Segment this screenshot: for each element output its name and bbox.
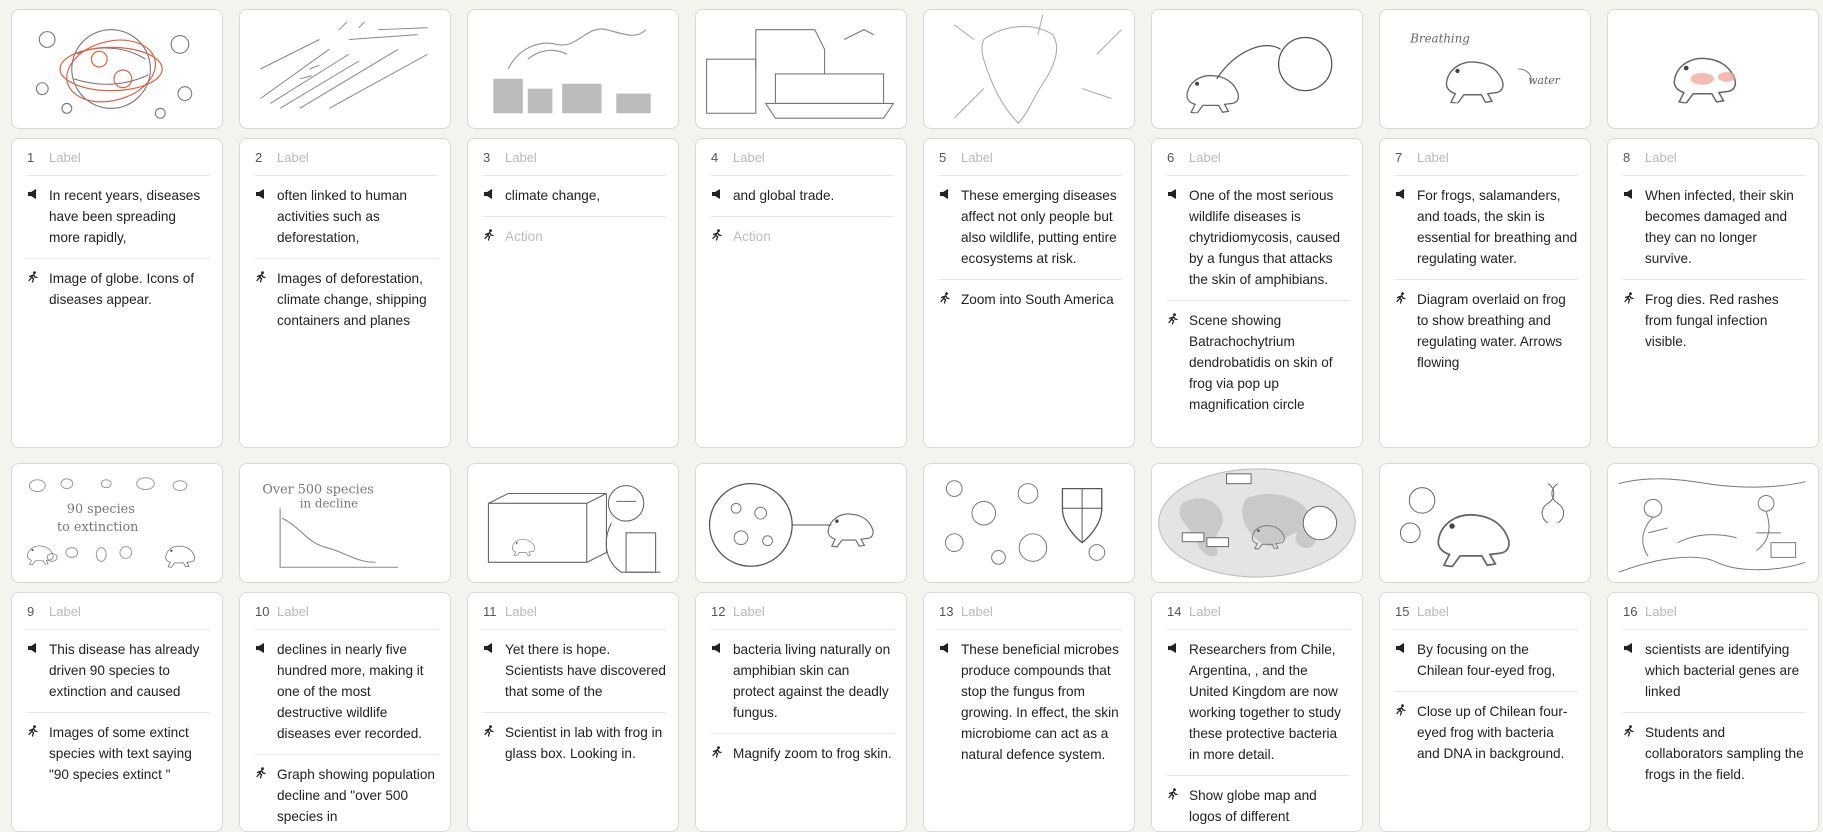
label-field[interactable]: Label — [1189, 149, 1221, 165]
panel-3[interactable] — [467, 138, 679, 448]
running-person-icon — [1623, 289, 1645, 352]
label-field[interactable]: Label — [733, 603, 765, 619]
panel-number: 14 — [1167, 603, 1182, 619]
action-placeholder[interactable]: Action — [733, 229, 771, 244]
narration-text[interactable]: Researchers from Chile, Argentina, , and the United Kingdom are now working together to study these protective bacteria in more detail. — [1189, 642, 1341, 762]
label-field[interactable]: Label — [277, 149, 309, 165]
speaker-icon — [1167, 639, 1189, 765]
panel-number: 2 — [255, 149, 263, 165]
sketch-frog-magnification[interactable] — [1151, 9, 1363, 129]
panel-number: 9 — [27, 603, 35, 619]
action-text[interactable]: Scene showing Batrachochytrium dendrobatidis on skin of frog via pop up magnification circle — [1189, 313, 1333, 412]
panel-14[interactable] — [1151, 592, 1363, 832]
narration-text[interactable]: In recent years, diseases have been spreading more rapidly, — [49, 188, 201, 245]
sketch-scientist-lab[interactable] — [467, 463, 679, 583]
label-field[interactable]: Label — [1189, 603, 1221, 619]
narration-text[interactable]: By focusing on the Chilean four-eyed frog, — [1417, 642, 1556, 678]
sketch-magnify-frog-skin[interactable] — [695, 463, 907, 583]
panel-16[interactable] — [1607, 592, 1819, 832]
speaker-icon — [711, 185, 733, 206]
action-text[interactable]: Close up of Chilean four-eyed frog with bacteria and DNA in background. — [1417, 704, 1568, 761]
panel-6[interactable] — [1151, 138, 1363, 448]
sketch-90-species[interactable] — [11, 463, 223, 583]
running-person-icon — [1623, 722, 1645, 785]
panel-2[interactable] — [239, 138, 451, 448]
narration-text[interactable]: scientists are identifying which bacterial genes are linked — [1645, 642, 1800, 699]
sketch-zoom-south-america[interactable] — [923, 9, 1135, 129]
speaker-icon — [939, 639, 961, 765]
narration-text[interactable]: often linked to human activities such as deforestation, — [277, 188, 407, 245]
panel-4[interactable] — [695, 138, 907, 448]
running-person-icon — [1167, 785, 1189, 827]
label-field[interactable]: Label — [1417, 603, 1449, 619]
narration-text[interactable]: This disease has already driven 90 species to extinction and caused — [49, 642, 200, 699]
panel-15[interactable] — [1379, 592, 1591, 832]
sketch-population-decline-graph[interactable] — [239, 463, 451, 583]
action-text[interactable]: Diagram overlaid on frog to show breathing and regulating water. Arrows flowing — [1417, 292, 1566, 370]
panel-number: 11 — [483, 603, 497, 619]
panel-7[interactable] — [1379, 138, 1591, 448]
sketch-chilean-four-eyed-frog[interactable] — [1379, 463, 1591, 583]
action-text[interactable]: Zoom into South America — [961, 292, 1114, 307]
narration-text[interactable]: and global trade. — [733, 188, 835, 203]
label-field[interactable]: Label — [505, 149, 537, 165]
speaker-icon — [483, 639, 505, 702]
running-person-icon — [711, 226, 733, 247]
label-field[interactable]: Label — [505, 603, 537, 619]
narration-text[interactable]: These beneficial microbes produce compounds that stop the fungus from growing. In effect, the skin microbiome can act as a natural defence system. — [961, 642, 1119, 762]
speaker-icon — [939, 185, 961, 269]
panel-number: 10 — [255, 603, 270, 619]
speaker-icon — [27, 639, 49, 702]
speaker-icon — [483, 185, 505, 206]
speaker-icon — [1623, 639, 1645, 702]
sketch-global-trade[interactable] — [695, 9, 907, 129]
action-text[interactable]: Graph showing population decline and "over 500 species in — [277, 767, 435, 824]
speaker-icon — [1167, 185, 1189, 290]
action-text[interactable]: Show globe map and logos of different — [1189, 788, 1317, 824]
label-field[interactable]: Label — [49, 603, 81, 619]
narration-text[interactable]: One of the most serious wildlife diseases is chytridiomycosis, caused by a fungus that attacks the skin of amphibians. — [1189, 188, 1341, 287]
label-field[interactable]: Label — [1645, 603, 1677, 619]
speaker-icon — [255, 639, 277, 744]
panel-number: 7 — [1395, 149, 1403, 165]
action-text[interactable]: Scientist in lab with frog in glass box. Looking in. — [505, 725, 663, 761]
speaker-icon — [1395, 639, 1417, 681]
panel-5[interactable] — [923, 138, 1135, 448]
water-label: water — [1528, 73, 1560, 87]
breathing-label: Breathing — [1410, 31, 1470, 46]
sketch-globe-diseases[interactable] — [11, 9, 223, 129]
panel-number: 1 — [27, 149, 35, 165]
panel-number: 5 — [939, 149, 947, 165]
panel-1[interactable] — [11, 138, 223, 448]
action-text[interactable]: Image of globe. Icons of diseases appear. — [49, 271, 195, 307]
sketch-climate-change[interactable] — [467, 9, 679, 129]
over-500-line1: Over 500 species — [262, 482, 374, 498]
running-person-icon — [711, 743, 733, 764]
action-text[interactable]: Students and collaborators sampling the frogs in the field. — [1645, 725, 1804, 782]
panel-number: 3 — [483, 149, 491, 165]
narration-text[interactable]: These emerging diseases affect not only people but also wildlife, putting entire ecosystems at risk. — [961, 188, 1117, 266]
narration-text[interactable]: Yet there is hope. Scientists have discovered that some of the — [505, 642, 666, 699]
label-field[interactable]: Label — [49, 149, 81, 165]
speaker-icon — [27, 185, 49, 248]
narration-text[interactable]: declines in nearly five hundred more, making it one of the most destructive wildlife diseases ever recorded. — [277, 642, 424, 741]
sketch-deforestation[interactable] — [239, 9, 451, 129]
species-extinct-line1: 90 species — [66, 502, 135, 518]
sketch-frog-breathing[interactable] — [1379, 9, 1591, 129]
action-text[interactable]: Frog dies. Red rashes from fungal infection visible. — [1645, 292, 1779, 349]
sketch-frog-infected[interactable] — [1607, 9, 1819, 129]
panel-number: 6 — [1167, 149, 1175, 165]
panel-13[interactable] — [923, 592, 1135, 832]
running-person-icon — [255, 764, 277, 827]
speaker-icon — [255, 185, 277, 248]
sketch-microbes-shield[interactable] — [923, 463, 1135, 583]
sketch-field-sampling[interactable] — [1607, 463, 1819, 583]
panel-number: 13 — [939, 603, 954, 619]
label-field[interactable]: Label — [277, 603, 309, 619]
speaker-icon — [711, 639, 733, 723]
label-field[interactable]: Label — [961, 149, 993, 165]
panel-10[interactable] — [239, 592, 451, 832]
action-text[interactable]: Magnify zoom to frog skin. — [733, 746, 892, 761]
running-person-icon — [483, 226, 505, 247]
narration-text[interactable]: For frogs, salamanders, and toads, the skin is essential for breathing and regulating water. — [1417, 188, 1578, 266]
species-extinct-line2: to extinction — [57, 519, 139, 535]
running-person-icon — [939, 289, 961, 310]
running-person-icon — [1167, 310, 1189, 415]
panel-number: 12 — [711, 603, 726, 619]
panel-number: 8 — [1623, 149, 1631, 165]
action-placeholder[interactable]: Action — [505, 229, 543, 244]
running-person-icon — [1395, 701, 1417, 764]
label-field[interactable]: Label — [961, 603, 993, 619]
panel-9[interactable] — [11, 592, 223, 832]
speaker-icon — [1395, 185, 1417, 269]
narration-text[interactable]: When infected, their skin becomes damaged and they can no longer survive. — [1645, 188, 1794, 266]
sketch-globe-map[interactable] — [1151, 463, 1363, 583]
running-person-icon — [27, 722, 49, 785]
panel-number: 4 — [711, 149, 719, 165]
running-person-icon — [255, 268, 277, 331]
running-person-icon — [483, 722, 505, 764]
panel-8[interactable] — [1607, 138, 1819, 448]
panel-12[interactable] — [695, 592, 907, 832]
narration-text[interactable]: climate change, — [505, 188, 601, 203]
label-field[interactable]: Label — [1645, 149, 1677, 165]
panel-number: 16 — [1623, 603, 1638, 619]
action-text[interactable]: Images of some extinct species with text saying "90 species extinct " — [49, 725, 192, 782]
label-field[interactable]: Label — [733, 149, 765, 165]
action-text[interactable]: Images of deforestation, climate change, shipping containers and planes — [277, 271, 427, 328]
speaker-icon — [1623, 185, 1645, 269]
over-500-line2: in decline — [299, 496, 359, 511]
running-person-icon — [27, 268, 49, 310]
label-field[interactable]: Label — [1417, 149, 1449, 165]
panel-11[interactable] — [467, 592, 679, 832]
running-person-icon — [1395, 289, 1417, 373]
panel-number: 15 — [1395, 603, 1410, 619]
narration-text[interactable]: bacteria living naturally on amphibian skin can protect against the deadly fungus. — [733, 642, 891, 720]
